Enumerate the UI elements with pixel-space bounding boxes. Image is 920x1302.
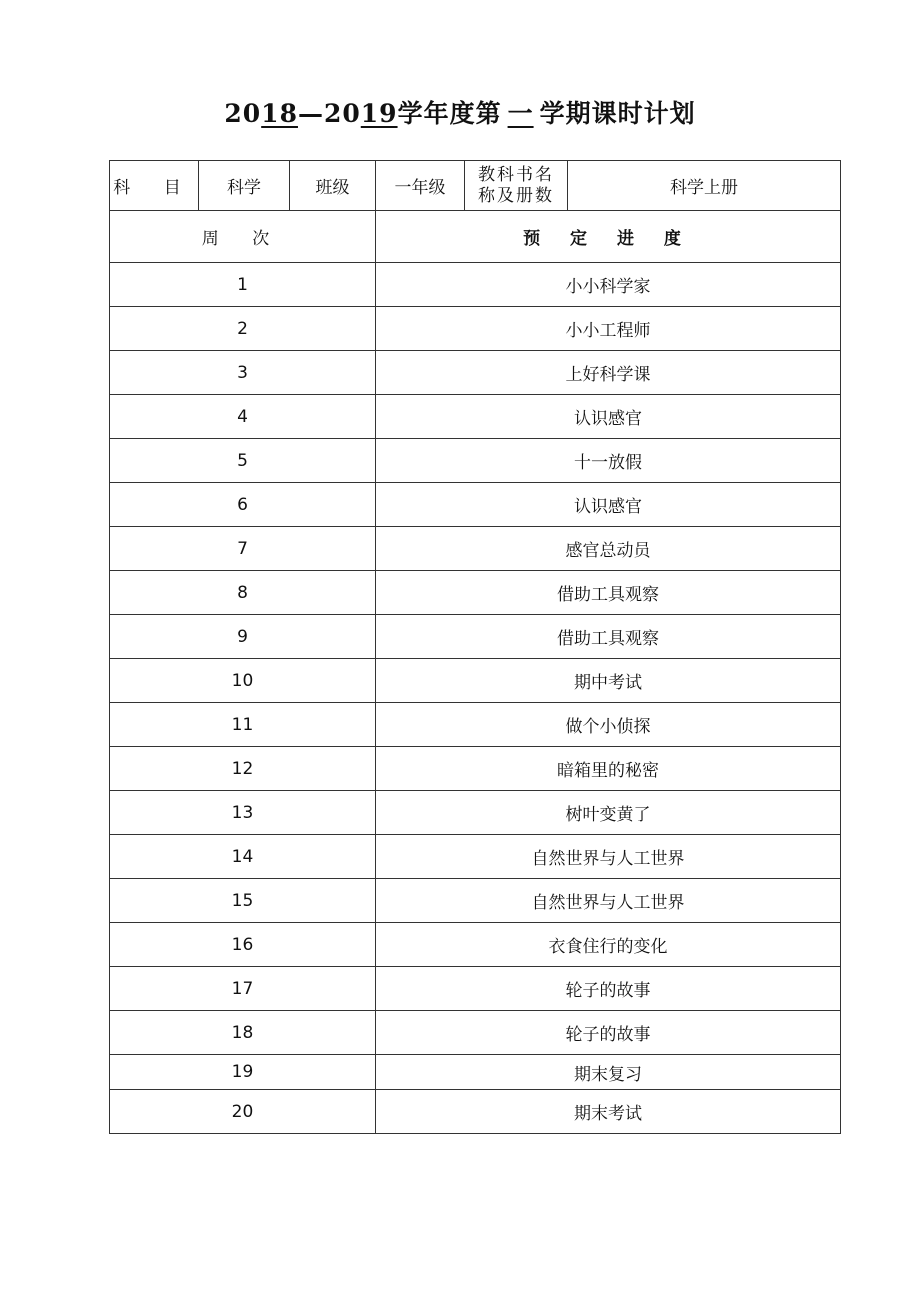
week-number: 12	[110, 747, 376, 791]
week-number: 3	[110, 351, 376, 395]
subject-value: 科学	[199, 161, 290, 211]
week-column-header: 周 次	[110, 211, 376, 263]
table-row	[110, 791, 841, 835]
title-dash: —20	[297, 99, 361, 128]
week-number: 7	[110, 527, 376, 571]
week-number: 20	[110, 1090, 376, 1134]
week-number: 6	[110, 483, 376, 527]
lesson-topic: 认识感官	[376, 483, 841, 527]
lesson-topic: 小小科学家	[376, 263, 841, 307]
table-row	[110, 879, 841, 923]
schedule-rows	[110, 263, 841, 1134]
textbook-label	[465, 161, 568, 211]
week-number: 17	[110, 967, 376, 1011]
table-row	[110, 703, 841, 747]
table-row	[110, 483, 841, 527]
table-row	[110, 571, 841, 615]
start-year: 18	[261, 99, 298, 128]
table-row	[110, 351, 841, 395]
table-row	[110, 527, 841, 571]
week-number: 18	[110, 1011, 376, 1055]
lesson-topic: 期末考试	[376, 1090, 841, 1134]
table-row	[110, 747, 841, 791]
table-row	[110, 1011, 841, 1055]
lesson-topic: 衣食住行的变化	[376, 923, 841, 967]
lesson-topic: 做个小侦探	[376, 703, 841, 747]
title-mid: 学年度第	[397, 99, 502, 128]
week-number: 11	[110, 703, 376, 747]
lesson-topic: 暗箱里的秘密	[376, 747, 841, 791]
progress-column-header: 预 定 进 度	[376, 211, 841, 263]
lesson-topic: 自然世界与人工世界	[376, 879, 841, 923]
lesson-topic: 轮子的故事	[376, 967, 841, 1011]
week-number: 14	[110, 835, 376, 879]
table-row	[110, 263, 841, 307]
subject-label: 科 目	[110, 161, 199, 211]
term-number: 一	[507, 99, 534, 128]
table-row	[110, 923, 841, 967]
week-number: 16	[110, 923, 376, 967]
table-row	[110, 659, 841, 703]
page-title	[0, 94, 920, 130]
column-header-row	[110, 211, 841, 263]
table-row	[110, 307, 841, 351]
lesson-topic: 十一放假	[376, 439, 841, 483]
class-label: 班级	[290, 161, 376, 211]
week-number: 9	[110, 615, 376, 659]
table-row	[110, 835, 841, 879]
table-row	[110, 615, 841, 659]
textbook-label-line1: 教科书名	[478, 164, 554, 185]
week-number: 19	[110, 1055, 376, 1090]
lesson-topic: 小小工程师	[376, 307, 841, 351]
textbook-label-line2: 称及册数	[478, 185, 554, 206]
lesson-topic: 借助工具观察	[376, 571, 841, 615]
title-prefix: 20	[224, 99, 262, 128]
week-number: 15	[110, 879, 376, 923]
week-number: 8	[110, 571, 376, 615]
week-number: 5	[110, 439, 376, 483]
lesson-topic: 感官总动员	[376, 527, 841, 571]
table-row	[110, 395, 841, 439]
title-suffix: 学期课时计划	[539, 99, 696, 128]
lesson-topic: 认识感官	[376, 395, 841, 439]
textbook-value: 科学上册	[568, 161, 841, 211]
lesson-topic: 上好科学课	[376, 351, 841, 395]
week-number: 1	[110, 263, 376, 307]
week-number: 13	[110, 791, 376, 835]
table-row	[110, 967, 841, 1011]
info-row	[110, 161, 841, 211]
lesson-topic: 借助工具观察	[376, 615, 841, 659]
week-number: 4	[110, 395, 376, 439]
table-row	[110, 1090, 841, 1134]
end-year: 19	[360, 99, 398, 128]
table-row	[110, 1055, 841, 1090]
lesson-topic: 树叶变黄了	[376, 791, 841, 835]
lesson-plan-table	[109, 160, 841, 1134]
week-number: 2	[110, 307, 376, 351]
class-value: 一年级	[376, 161, 465, 211]
lesson-topic: 自然世界与人工世界	[376, 835, 841, 879]
lesson-topic: 轮子的故事	[376, 1011, 841, 1055]
lesson-topic: 期末复习	[376, 1055, 841, 1090]
week-number: 10	[110, 659, 376, 703]
table-row	[110, 439, 841, 483]
lesson-topic: 期中考试	[376, 659, 841, 703]
